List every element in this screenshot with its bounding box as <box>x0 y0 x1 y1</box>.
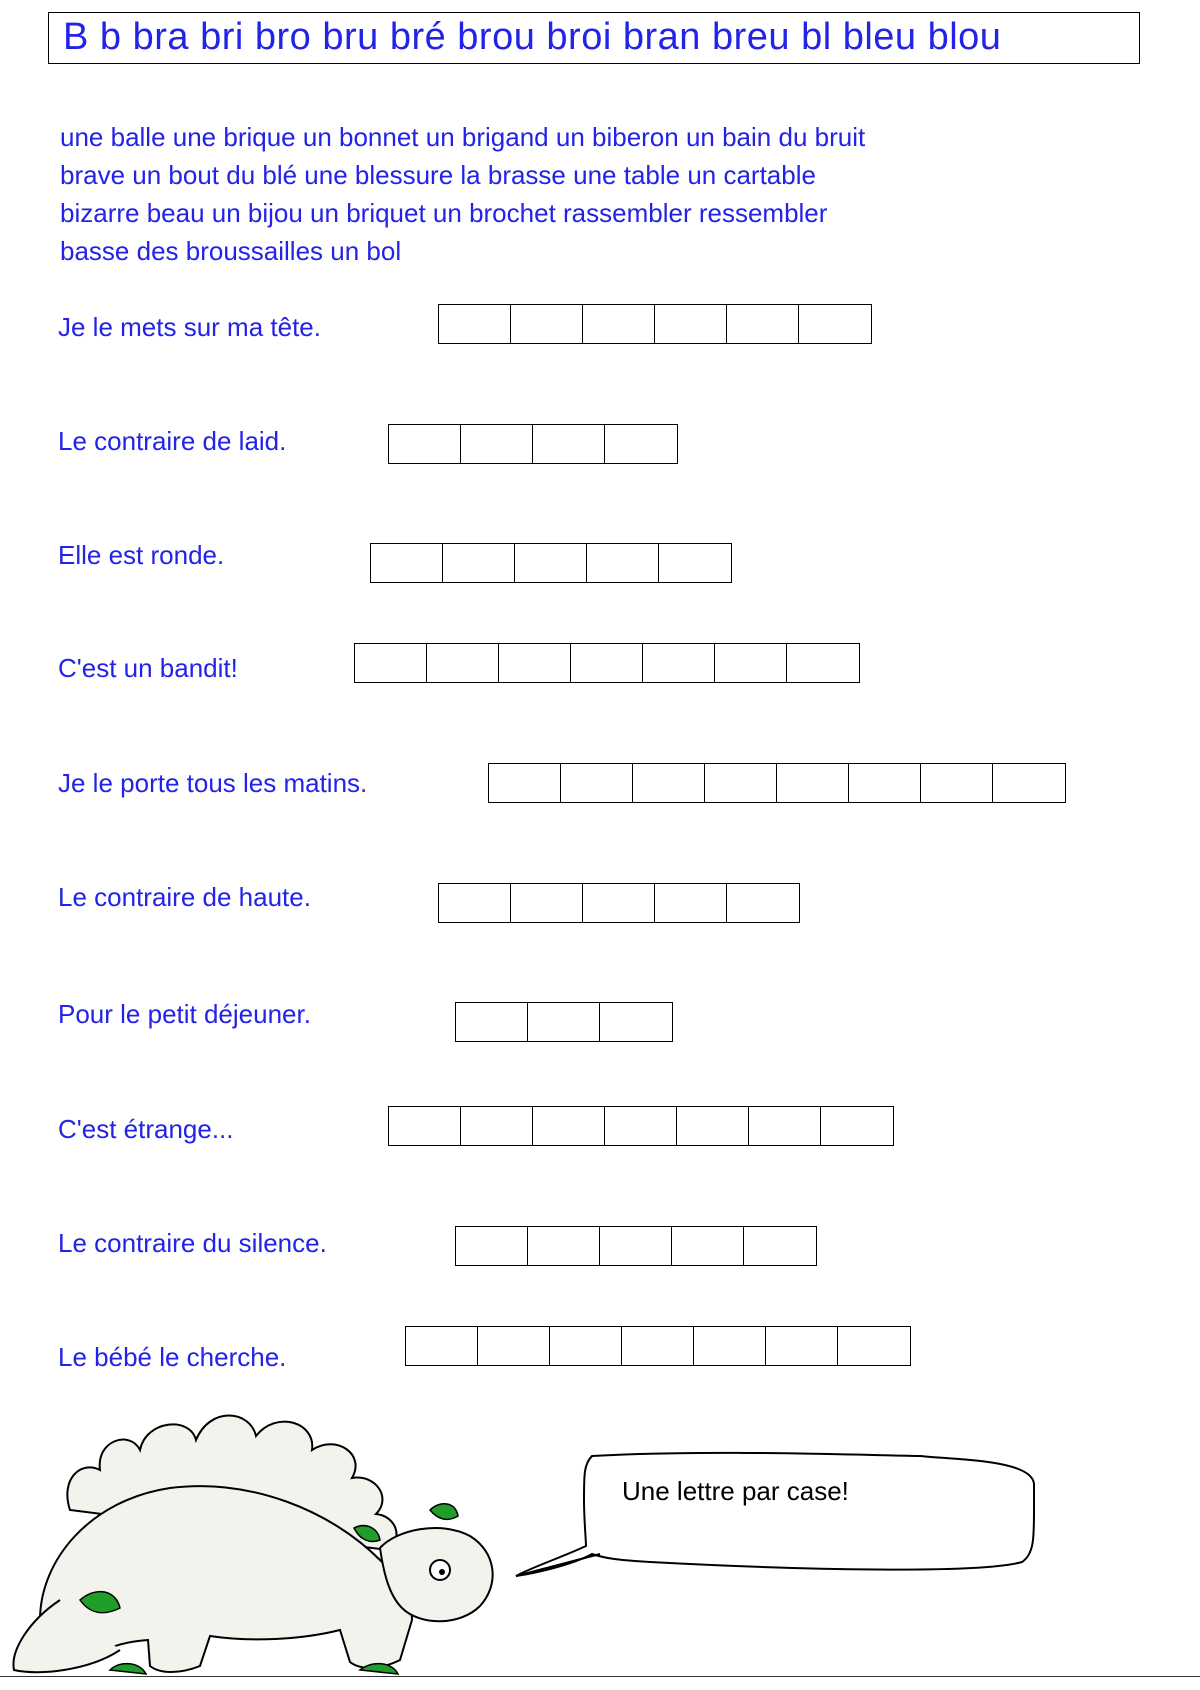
letter-box[interactable] <box>515 544 587 582</box>
letter-box[interactable] <box>677 1107 749 1145</box>
clue-1: Je le mets sur ma tête. <box>58 312 321 342</box>
answer-boxes-9[interactable] <box>455 1226 817 1266</box>
letter-box[interactable] <box>787 644 859 682</box>
letter-box[interactable] <box>550 1327 622 1365</box>
letter-box[interactable] <box>849 764 921 802</box>
letter-box[interactable] <box>705 764 777 802</box>
bubble-outline <box>516 1453 1034 1576</box>
page-title: B b bra bri bro bru bré brou broi bran breu bl bleu blou <box>63 16 1002 58</box>
clue-4: C'est un bandit! <box>58 653 238 683</box>
spot <box>430 1504 458 1520</box>
letter-box[interactable] <box>633 764 705 802</box>
letter-box[interactable] <box>528 1003 600 1041</box>
letter-box[interactable] <box>605 425 677 463</box>
letter-box[interactable] <box>921 764 993 802</box>
letter-box[interactable] <box>838 1327 910 1365</box>
clue-10: Le bébé le cherche. <box>58 1342 287 1372</box>
clue-6: Le contraire de haute. <box>58 882 311 912</box>
answer-boxes-10[interactable] <box>405 1326 911 1366</box>
letter-box[interactable] <box>389 1107 461 1145</box>
letter-box[interactable] <box>406 1327 478 1365</box>
letter-box[interactable] <box>461 425 533 463</box>
letter-box[interactable] <box>605 1107 677 1145</box>
answer-boxes-3[interactable] <box>370 543 732 583</box>
letter-box[interactable] <box>672 1227 744 1265</box>
letter-box[interactable] <box>777 764 849 802</box>
letter-box[interactable] <box>643 644 715 682</box>
answer-boxes-7[interactable] <box>455 1002 673 1042</box>
letter-box[interactable] <box>655 884 727 922</box>
letter-box[interactable] <box>727 884 799 922</box>
letter-box[interactable] <box>993 764 1065 802</box>
letter-box[interactable] <box>744 1227 816 1265</box>
bubble-text: Une lettre par case! <box>622 1476 849 1506</box>
letter-box[interactable] <box>727 305 799 343</box>
letter-box[interactable] <box>499 644 571 682</box>
letter-box[interactable] <box>600 1003 672 1041</box>
letter-box[interactable] <box>571 644 643 682</box>
letter-box[interactable] <box>439 884 511 922</box>
letter-box[interactable] <box>622 1327 694 1365</box>
word-bank-line: une balle une brique un bonnet un brigand un biberon un bain du bruit <box>60 122 866 152</box>
clue-5: Je le porte tous les matins. <box>58 768 368 798</box>
letter-box[interactable] <box>561 764 633 802</box>
letter-box[interactable] <box>583 884 655 922</box>
answer-boxes-6[interactable] <box>438 883 800 923</box>
pupil <box>439 1569 445 1575</box>
letter-box[interactable] <box>443 544 515 582</box>
letter-box[interactable] <box>511 305 583 343</box>
answer-boxes-2[interactable] <box>388 424 678 464</box>
letter-box[interactable] <box>715 644 787 682</box>
clue-3: Elle est ronde. <box>58 540 225 570</box>
letter-box[interactable] <box>533 1107 605 1145</box>
answer-boxes-5[interactable] <box>488 763 1066 803</box>
grass <box>110 1664 146 1674</box>
letter-box[interactable] <box>389 425 461 463</box>
letter-box[interactable] <box>821 1107 893 1145</box>
letter-box[interactable] <box>583 305 655 343</box>
letter-box[interactable] <box>528 1227 600 1265</box>
letter-box[interactable] <box>371 544 443 582</box>
clue-9: Le contraire du silence. <box>58 1228 327 1258</box>
bottom-rule <box>0 1676 1200 1677</box>
letter-box[interactable] <box>694 1327 766 1365</box>
word-bank-line: brave un bout du blé une blessure la brasse une table un cartable <box>60 160 816 190</box>
answer-boxes-8[interactable] <box>388 1106 894 1146</box>
word-bank-line: basse des broussailles un bol <box>60 236 402 266</box>
letter-box[interactable] <box>799 305 871 343</box>
clue-2: Le contraire de laid. <box>58 426 287 456</box>
letter-box[interactable] <box>766 1327 838 1365</box>
letter-box[interactable] <box>461 1107 533 1145</box>
letter-box[interactable] <box>511 884 583 922</box>
letter-box[interactable] <box>439 305 511 343</box>
letter-box[interactable] <box>655 305 727 343</box>
letter-box[interactable] <box>456 1227 528 1265</box>
letter-box[interactable] <box>489 764 561 802</box>
letter-box[interactable] <box>749 1107 821 1145</box>
clue-8: C'est étrange... <box>58 1114 234 1144</box>
letter-box[interactable] <box>456 1003 528 1041</box>
letter-box[interactable] <box>600 1227 672 1265</box>
speech-bubble <box>500 1450 1060 1620</box>
answer-boxes-1[interactable] <box>438 304 872 344</box>
letter-box[interactable] <box>587 544 659 582</box>
word-bank-line: bizarre beau un bijou un briquet un brochet rassembler ressembler <box>60 198 828 228</box>
title-box <box>48 12 1140 64</box>
letter-box[interactable] <box>355 644 427 682</box>
stegosaurus-icon <box>0 1370 520 1680</box>
letter-box[interactable] <box>659 544 731 582</box>
answer-boxes-4[interactable] <box>354 643 860 683</box>
letter-box[interactable] <box>427 644 499 682</box>
word-bank <box>60 118 1120 270</box>
letter-box[interactable] <box>533 425 605 463</box>
clue-7: Pour le petit déjeuner. <box>58 999 311 1029</box>
letter-box[interactable] <box>478 1327 550 1365</box>
